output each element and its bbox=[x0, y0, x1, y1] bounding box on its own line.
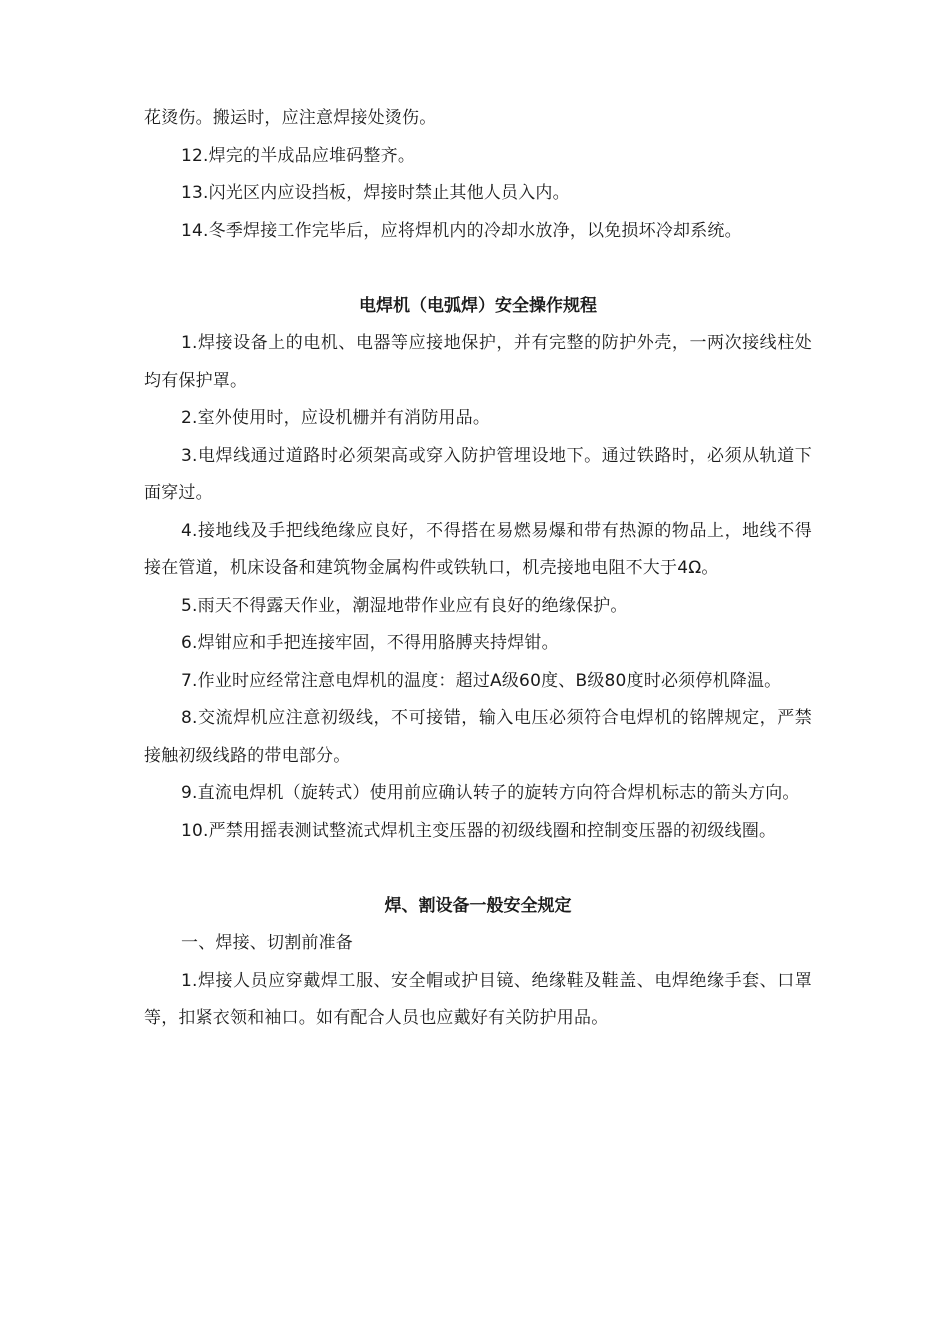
document-body bbox=[144, 100, 812, 1038]
rule-item-12: 12.焊完的半成品应堆码整齐。 bbox=[181, 145, 416, 166]
electric-rule-8: 8.交流焊机应注意初级线，不可接错，输入电压必须符合电焊机的铭牌规定，严禁接触初级线路的带电部分。 bbox=[144, 708, 812, 766]
electric-rule-4: 4.接地线及手把线绝缘应良好，不得搭在易燃易爆和带有热源的物品上，地线不得接在管道，机床设备和建筑物金属构件或铁轨口，机壳接地电阻不大于4Ω。 bbox=[144, 520, 812, 578]
electric-rule-9: 9.直流电焊机（旋转式）使用前应确认转子的旋转方向符合焊机标志的箭头方向。 bbox=[181, 783, 800, 803]
section-heading-electric-welder: 电焊机（电弧焊）安全操作规程 bbox=[359, 295, 597, 316]
subsection-heading-preparation: 一、焊接、切割前准备 bbox=[181, 933, 353, 953]
spacer bbox=[144, 850, 812, 888]
electric-rule-10: 10.严禁用摇表测试整流式焊机主变压器的初级线圈和控制变压器的初级线圈。 bbox=[181, 820, 777, 841]
rule-item-14: 14.冬季焊接工作完毕后，应将焊机内的冷却水放净，以免损坏冷却系统。 bbox=[181, 220, 742, 241]
paragraph-continuation: 花烫伤。搬运时，应注意焊接处烫伤。 bbox=[144, 108, 437, 128]
spacer bbox=[144, 250, 812, 288]
electric-rule-3: 3.电焊线通过道路时必须架高或穿入防护管埋设地下。通过铁路时，必须从轨道下面穿过。 bbox=[144, 445, 812, 503]
electric-rule-5: 5.雨天不得露天作业，潮湿地带作业应有良好的绝缘保护。 bbox=[181, 595, 628, 616]
electric-rule-7: 7.作业时应经常注意电焊机的温度：超过A级60度、B级80度时必须停机降温。 bbox=[181, 670, 782, 691]
electric-rule-6: 6.焊钳应和手把连接牢固，不得用胳膊夹持焊钳。 bbox=[181, 633, 559, 653]
rule-item-13: 13.闪光区内应设挡板，焊接时禁止其他人员入内。 bbox=[181, 183, 570, 203]
general-rule-1: 1.焊接人员应穿戴焊工服、安全帽或护目镜、绝缘鞋及鞋盖、电焊绝缘手套、口罩等，扣紧衣领和袖口。如有配合人员也应戴好有关防护用品。 bbox=[144, 970, 812, 1028]
electric-rule-1: 1.焊接设备上的电机、电器等应接地保护，并有完整的防护外壳，一两次接线柱处均有保护罩。 bbox=[144, 333, 812, 391]
section-heading-general-safety: 焊、割设备一般安全规定 bbox=[384, 895, 572, 916]
electric-rule-2: 2.室外使用时，应设机栅并有消防用品。 bbox=[181, 408, 491, 428]
